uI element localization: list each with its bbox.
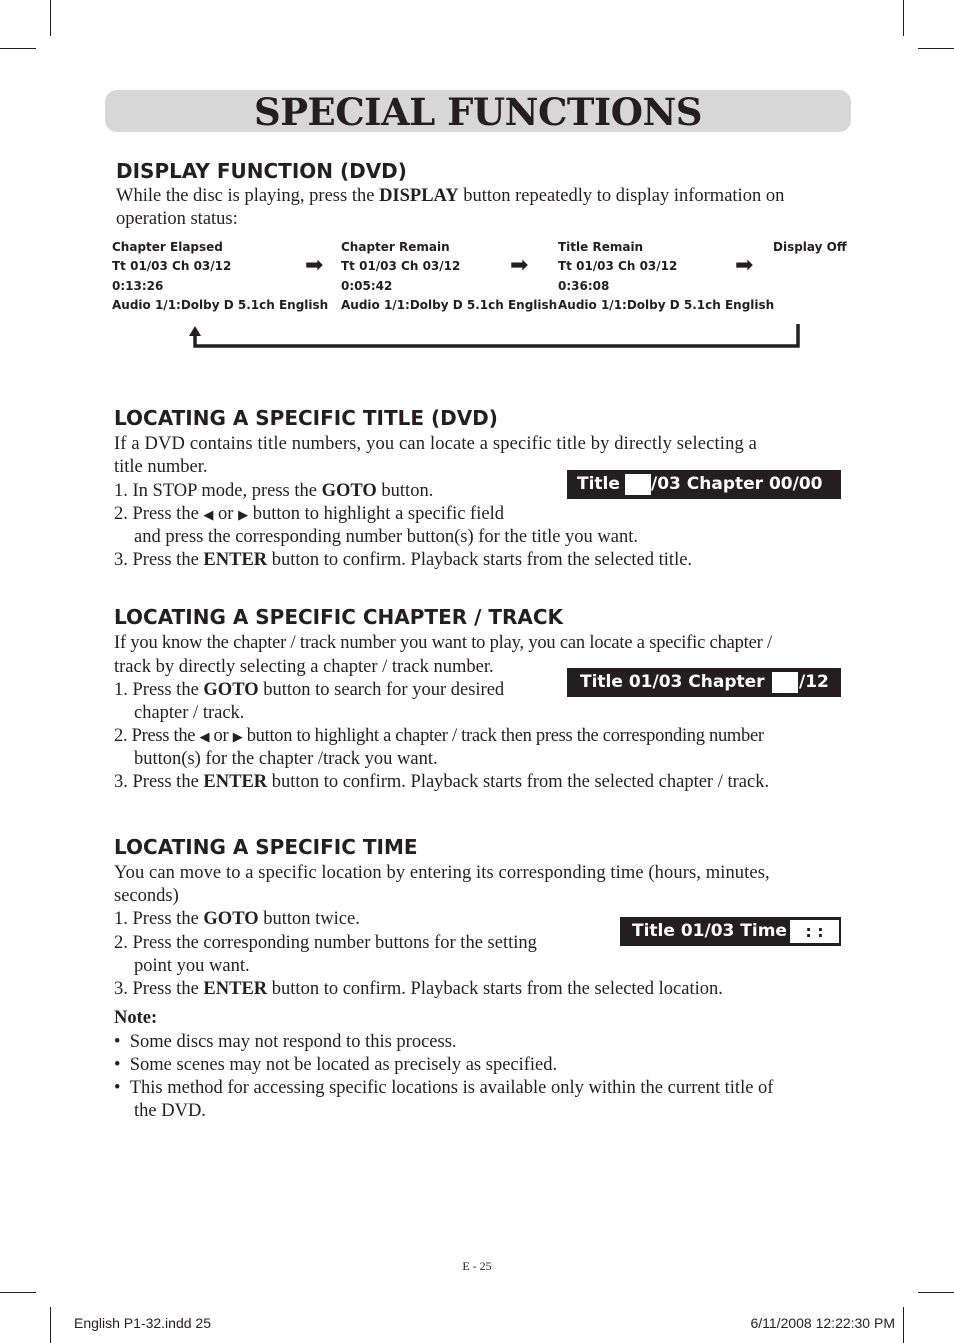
text: 2. Press the [114,504,204,524]
note-bullet-3 [114,1077,773,1100]
note-bullet-2 [114,1054,557,1077]
chapter-goto-screen [567,668,841,697]
text: While the disc is playing, press the [116,186,380,206]
text: 1. In STOP mode, press the [114,481,322,501]
time-intro-line2: seconds) [114,886,179,906]
time-heading: LOCATING A SPECIFIC TIME [114,835,418,859]
chapter-intro-line2: track by directly selecting a chapter / track number. [114,657,494,677]
goto-keyword: GOTO [203,909,259,929]
right-triangle-icon: ▶ [232,729,243,744]
crop-mark [50,0,51,36]
osd-line: 0:13:26 [112,278,164,293]
osd-line: Audio 1/1:Dolby D 5.1ch English [112,297,329,312]
text: button to highlight a specific field [248,504,504,524]
title-step-1 [114,480,433,503]
text: button. [376,481,434,501]
osd-label: Chapter Elapsed [112,240,223,254]
osd-line: 0:36:08 [558,278,610,293]
crop-mark [903,1307,904,1343]
chapter-intro-line1: If you know the chapter / track number you want to play, you can locate a specific chapter / [114,633,772,653]
title-step-2 [114,503,504,526]
bullet-icon: • [114,1032,121,1052]
footer-filename: English P1-32.indd 25 [74,1315,211,1331]
chapter-step-3 [114,771,769,794]
title-step-3 [114,549,692,572]
crop-mark [903,0,904,36]
time-step-1 [114,908,360,931]
bullet-icon: • [114,1055,121,1075]
text: button to confirm. Playback starts from the selected title. [267,550,693,570]
osd-line: Audio 1/1:Dolby D 5.1ch English [558,297,775,312]
time-step-3 [114,978,723,1001]
text: Some discs may not respond to this process. [129,1032,457,1052]
text: or [209,726,233,746]
note-heading: Note: [114,1008,158,1028]
text: or [213,504,239,524]
enter-keyword: ENTER [203,979,268,999]
screen-label: Title [577,474,620,494]
input-field-box [625,474,651,495]
chapter-step-2 [114,725,764,748]
text: 1. Press the [114,680,204,700]
goto-keyword: GOTO [321,481,377,501]
osd-line: 0:05:42 [341,278,393,293]
left-triangle-icon: ◀ [199,729,210,744]
text: 3. Press the [114,979,204,999]
footer-date: 6/11/2008 12:22:30 PM [750,1315,895,1331]
osd-line: Tt 01/03 Ch 03/12 [341,259,461,274]
screen-label: /03 Chapter 00/00 [651,474,823,494]
chapter-step-1 [114,679,504,702]
text: button repeatedly to display information on [458,186,785,206]
display-keyword: DISPLAY [379,186,459,206]
osd-label: Chapter Remain [341,240,450,254]
page-number: E - 25 [462,1259,492,1273]
crop-mark [0,48,36,49]
text: 3. Press the [114,550,204,570]
chapter-step-1-cont: chapter / track. [134,703,245,723]
crop-mark [0,1292,36,1293]
title-heading: LOCATING A SPECIFIC TITLE (DVD) [114,406,498,430]
title-intro-line2: title number. [114,457,208,477]
screen-label: /12 [799,672,829,692]
title-step-2-cont: and press the corresponding number button(s) for the title you want. [134,527,639,547]
text: 1. Press the [114,909,204,929]
text: 3. Press the [114,772,204,792]
input-field-box [772,672,798,693]
title-intro-line1: If a DVD contains title numbers, you can locate a specific title by directly selecting a [114,434,758,454]
enter-keyword: ENTER [203,550,268,570]
display-intro-line2: operation status: [116,209,238,229]
osd-line: Tt 01/03 Ch 03/12 [558,259,678,274]
time-step-2: 2. Press the corresponding number buttons for the setting [114,933,537,953]
return-loop-arrow [185,320,807,352]
text: button to search for your desired [258,680,505,700]
osd-label: Title Remain [558,240,644,254]
note-bullet-3-cont: the DVD. [134,1101,206,1121]
chapter-heading: LOCATING A SPECIFIC CHAPTER / TRACK [114,605,564,629]
text: Some scenes may not be located as precisely as specified. [129,1055,558,1075]
chapter-step-2-cont: button(s) for the chapter /track you want. [134,749,438,769]
time-goto-screen [620,917,841,946]
page-title: SPECIAL FUNCTIONS [253,90,703,134]
right-arrow-icon: ➡ [305,253,324,278]
goto-keyword: GOTO [203,680,259,700]
osd-label: Display Off [773,240,847,254]
screen-label: Title 01/03 Time [632,921,787,941]
osd-state-display-off [773,238,847,257]
bullet-icon: • [114,1078,121,1098]
enter-keyword: ENTER [203,772,268,792]
note-bullet-1 [114,1031,457,1054]
text: button twice. [258,909,360,929]
left-triangle-icon: ◀ [203,507,214,522]
crop-mark [918,48,954,49]
osd-line: Tt 01/03 Ch 03/12 [112,259,232,274]
osd-line: Audio 1/1:Dolby D 5.1ch English [341,297,558,312]
right-arrow-icon: ➡ [735,253,754,278]
crop-mark [50,1307,51,1343]
text: 2. Press the [114,726,200,746]
crop-mark [918,1292,954,1293]
display-intro-line1 [116,185,784,208]
display-heading: DISPLAY FUNCTION (DVD) [116,159,407,183]
page-title-bar [105,90,851,132]
text: This method for accessing specific locations is available only within the current title of [129,1078,774,1098]
screen-label: Title 01/03 Chapter [580,672,765,692]
right-arrow-icon: ➡ [510,253,529,278]
text: button to confirm. Playback starts from the selected location. [267,979,723,999]
title-goto-screen [567,470,841,499]
time-input-box: : : [790,920,839,943]
osd-state-chapter-elapsed [112,238,328,315]
right-triangle-icon: ▶ [238,507,249,522]
text: button to highlight a chapter / track then press the corresponding number [242,726,764,746]
text: button to confirm. Playback starts from the selected chapter / track. [267,772,770,792]
time-step-2-cont: point you want. [134,956,250,976]
time-intro-line1: You can move to a specific location by entering its corresponding time (hours, minutes, [114,863,770,883]
